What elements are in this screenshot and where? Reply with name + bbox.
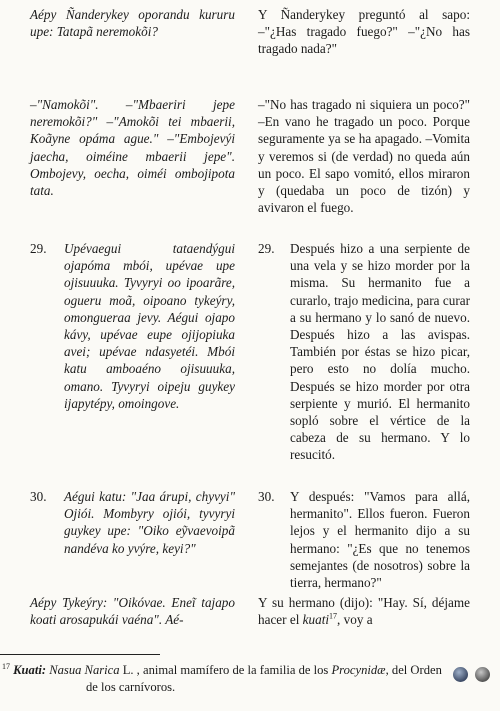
footnote-reference: 17 xyxy=(329,611,338,621)
footnote xyxy=(2,662,472,695)
spanish-text: Y su hermano (dijo): "Hay. Sí, déjame hacer el xyxy=(258,595,470,628)
spanish-block-1 xyxy=(258,6,470,58)
spanish-paragraph: Y Ñanderykey preguntó al sapo: –"¿Has tragado fuego?" –"¿No has tragado nada?" xyxy=(258,7,470,57)
guarani-number-29 xyxy=(30,240,58,257)
footnote-line-2: de los carnívoros. xyxy=(86,679,176,694)
guarani-paragraph: –"Namokõi". –"Mbaeriri jepe neremokõi?" –"Amokõi tei mbaerii, Koãyne opáma ague." –"Embojevýi jaecha, oiméine mbaerii jepe". Ombojevy, oecha, oiméi ombojipota tata. xyxy=(30,97,235,199)
footnote-genus: Nasua Narica xyxy=(49,663,120,677)
guarani-paragraph: Aépy Tykeýry: "Oikóvae. Eneĩ tajapo koati arosapukái vaéna". Aé- xyxy=(30,595,235,628)
logo-icon xyxy=(475,667,490,682)
guarani-block-2 xyxy=(30,96,235,199)
guarani-block-5 xyxy=(30,594,235,628)
spanish-number-29 xyxy=(258,240,288,257)
guarani-paragraph: Aégui katu: "Jaa árupi, chyvyi" Ojiói. Mombyry ojiói, tyvyryi guykey upe: "Oiko eỹvaevoipã nandéva ko yvýre, keyi?" xyxy=(64,489,235,556)
spanish-number-30 xyxy=(258,488,288,505)
guarani-block-3 xyxy=(64,240,235,412)
spanish-paragraph: Después hizo a una serpiente de una vela y se hizo morder por la misma. Su hermanito fue a curarlo, trajo medicina, para curar a su hermano y lo sanó de nuevo. Después hizo a las avispas. También por éstas se hizo picar, pero esto no dolía mucho. Después se hizo morder por otra serpiente y murió. El hermanito sopló sobre el vértice de la cabeza de su hermano. Y lo resucitó. xyxy=(290,241,470,463)
guarani-paragraph: Upévaegui tataendýgui ojapóma mbói, upévae upe ojisuuuka. Tyvyryi oo ipoarãre, ogueru moã, oipoano tykeýry, omongueraa jevy. Aégui ojapo kávy, upévae eupe ojijopiuka avei; upévae ndasyetéi. Mbói katu amboaéno ojisuuuka, omano. Tyvyryi oipeju guykey ijapytépy, omoingove. xyxy=(64,241,235,411)
footnote-text: , del Orden xyxy=(385,663,442,677)
footnote-term: Kuati: xyxy=(13,663,47,677)
guarani-number-30 xyxy=(30,488,58,505)
logo-icon xyxy=(453,667,468,682)
footnote-text: L. , animal mamífero de la familia de los xyxy=(119,663,332,677)
kuati-term: kuati xyxy=(302,612,330,628)
spanish-block-3 xyxy=(290,240,470,464)
footnote-divider xyxy=(0,654,160,655)
guarani-block-1 xyxy=(30,6,235,40)
paragraph-number: 29. xyxy=(258,241,275,256)
guarani-paragraph: Aépy Ñanderykey oporandu kururu upe: Tatapã neremokõi? xyxy=(30,7,235,40)
spanish-paragraph: Y después: "Vamos para allá, hermanito". Ellos fueron. Fueron lejos y el hermanito dijo a su hermano: "¿Es que no tenemos semejantes (de nosotros) sobre la tierra, hermano?" xyxy=(290,489,470,591)
spanish-block-2 xyxy=(258,96,470,216)
paragraph-number: 30. xyxy=(30,489,47,504)
paragraph-number: 30. xyxy=(258,489,275,504)
spanish-block-5 xyxy=(258,594,470,628)
publisher-logos xyxy=(453,667,495,683)
paragraph-number: 29. xyxy=(30,241,47,256)
spanish-block-4 xyxy=(290,488,470,591)
spanish-paragraph: –"No has tragado ni siquiera un poco?" –En vano he tragado un poco. Porque seguramente ya se ha apagado. –Vomita y veremos si (de verdad) no queda aún un poco. El sapo vomitó, ellos miraron y (quedaba un poco de tizón) y avivaron el fuego. xyxy=(258,97,470,216)
spanish-paragraph xyxy=(258,594,470,628)
guarani-block-4 xyxy=(64,488,235,557)
footnote-mark: 17 xyxy=(2,661,10,671)
spanish-text: , voy a xyxy=(337,612,373,628)
footnote-family: Procynidæ xyxy=(331,663,386,677)
